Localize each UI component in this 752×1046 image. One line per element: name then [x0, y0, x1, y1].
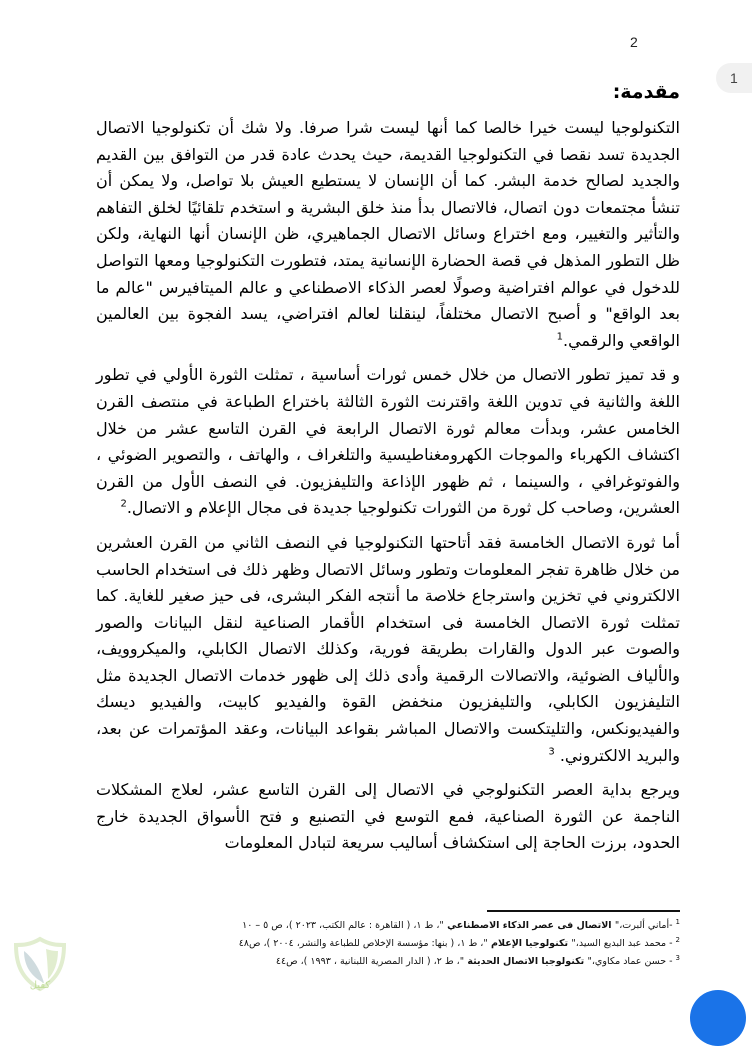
document-body: [96, 78, 680, 865]
paragraph-4: [96, 777, 680, 857]
paragraph-3: [96, 530, 680, 769]
footnote-details: "، ط ١، ( بنها: مؤسسة الإخلاص للطباعة والنشر، ٢٠٠٤ )، ص٤٨: [238, 938, 488, 950]
footnote-details: "، ط ١، ( القاهرة : عالم الكتب، ٢٠٢٣ )، ص ٥ – ١٠: [242, 920, 444, 932]
footnote-ref-3[interactable]: 3: [548, 746, 555, 758]
footnote-author: -أماني ألبرت،": [614, 920, 673, 932]
footnote-author: - حسن عماد مكاوي،": [587, 956, 673, 968]
section-heading: مقدمة:: [612, 81, 680, 103]
paragraph-1: [96, 115, 680, 354]
footnote-title: تكنولوجيا الإعلام: [487, 938, 572, 950]
page-indicator-label: 1: [730, 70, 738, 86]
footnote-1: [150, 915, 680, 933]
footnotes: [150, 915, 680, 969]
paragraph-text: أما ثورة الاتصال الخامسة فقد أتاحتها التكنولوجيا في النصف الثاني من القرن العشرين من خلال ظاهرة تفجر المعلومات وتطور وسائل الاتصال وظهر ذلك فى استخدام الحاسب الالكتروني في تخزين واسترجاع خلاصة ما أنتجه الفكر البشرى، فى حيز صغير للغاية. كما تمثلت ثورة الاتصال الخامسة فى استخدام الأقمار الصناعية لنقل البيانات والصور والصوت عبر الدول والقارات بطريقة فورية، وكذلك الاتصال الكابلي، والميكروويف، والألياف الضوئية، والاتصالات الرقمية وأدى ذلك إلى ظهور خدمات الاتصال الجديدة مثل التليفزيون الكابلي، والتليفزيون منخفض القوة والفيديو كابيت، والفيديو ديسك والفيديونكس، والتليتكست والاتصال المباشر بقواعد البيانات، وعقد المؤتمرات عن بعد، والبريد الالكتروني.: [96, 532, 680, 765]
footnote-title: الاتصال فى عصر الذكاء الاصطناعي: [443, 920, 615, 932]
footnote-3: [150, 951, 680, 969]
footnote-ref-2[interactable]: 2: [120, 498, 127, 510]
footnote-2: [150, 933, 680, 951]
page-indicator-badge[interactable]: [716, 63, 752, 93]
footnote-ref-1[interactable]: 1: [556, 331, 563, 343]
page-number: 2: [630, 34, 638, 50]
footnote-separator: [487, 910, 680, 912]
logo-text: كفيل: [29, 980, 51, 991]
footnote-title: تكنولوجيا الاتصال الحديثة: [464, 956, 588, 968]
footnote-details: "، ط ٢، ( الدار المصرية اللبنانية ، ١٩٩٣ )، ص٤٤: [275, 956, 465, 968]
footnote-number: 1: [675, 918, 680, 926]
paragraph-text: و قد تميز تطور الاتصال من خلال خمس ثورات أساسية ، تمثلت الثورة الأولي في تطور اللغة والثانية في تدوين اللغة واقترنت الثورة الثالثة باختراع الطباعة في منتصف القرن الخامس عشر، وبدأت معالم ثورة الاتصال الرابعة في القرن التاسع عشر من خلال اكتشاف الكهرباء والموجات الكهرومغناطيسية والتلغراف ، والهاتف ، والتصوير الضوئي ، والفوتوغرافي ، والسينما ، ثم ظهور الإذاعة والتليفزيون. في النصف الأول من القرن العشرين، وصاحب كل ثورة من الثورات تكنولوجيا جديدة فى مجال الإعلام و الاتصال.: [96, 365, 680, 518]
floating-action-button[interactable]: [690, 990, 746, 1046]
paragraph-text: التكنولوجيا ليست خيرا خالصا كما أنها ليست شرا صرفا. ولا شك أن تكنولوجيا الاتصال الجديدة تسد نقصا في التكنولوجيا القديمة، حيث يحدث عادة قدر من التوافق بين القديم والجديد لصالح خدمة البشر. كما أن الإنسان لا يستطيع العيش بلا تواصل، ولا يمكن أن تنشأ مجتمعات دون اتصال، فالاتصال بدأ منذ خلق البشرية و استخدم تلقائيًا لخلق التفاهم والتأثير والتغيير، ومع اختراع وسائل الاتصال الجماهيري، ظن الإنسان أنها النهاية، ولكن ظل التطور المذهل في قصة الحضارة الإنسانية يمتد، فتطورت التكنولوجيا ومعها التواصل للدخول في عوالم افتراضية وصولًا لعصر الذكاء الاصطناعي و عالم الميتافيرس "عالم ما بعد الواقع" و أصبح الاتصال مختلفاً، لينقلنا لعالم افتراضي، يسد الفجوة بين العالمين الواقعي والرقمي.: [96, 118, 680, 350]
footnote-number: 2: [675, 936, 680, 945]
footnote-number: 3: [675, 954, 680, 963]
paragraph-text: ويرجع بداية العصر التكنولوجي في الاتصال إلى القرن التاسع عشر، لعلاج المشكلات الناجمة عن الثورة الصناعية، فمع التوسع في التصنيع و فتح الأسواق الجديدة خارج الحدود، برزت الحاجة إلى استكشاف أساليب سريعة لتبادل المعلومات: [96, 780, 680, 853]
paragraph-2: [96, 362, 680, 522]
footnote-author: - محمد عبد البديع السيد،": [571, 938, 673, 950]
